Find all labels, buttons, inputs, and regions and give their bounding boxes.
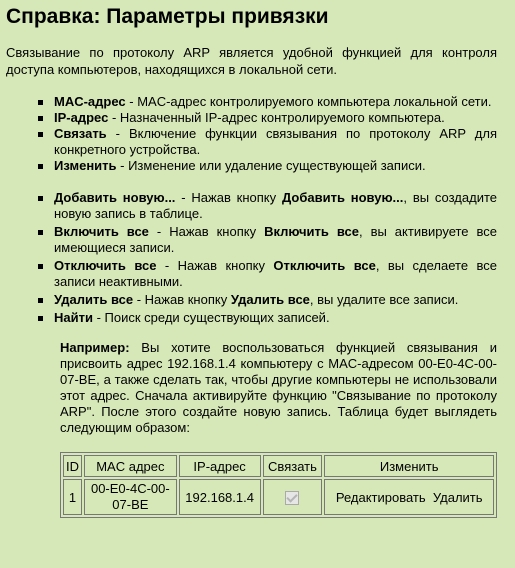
button-definitions bbox=[6, 190, 497, 326]
list-item-mac: MAC-адрес - MAC-адрес контролируемого компьютера локальной сети. bbox=[32, 94, 497, 110]
term-ip: IP-адрес bbox=[54, 110, 109, 125]
column-header-bind: Связать bbox=[263, 455, 323, 477]
table-header-row bbox=[63, 455, 494, 477]
intro-paragraph: Связывание по протоколу ARP является удобной функцией для контроля доступа компьютеров, находящихся в локальной сети. bbox=[6, 45, 497, 77]
list-item-bind: Связать - Включение функции связывания по протоколу ARP для конкретного устройства. bbox=[32, 126, 497, 158]
example-label: Например: bbox=[60, 340, 130, 355]
column-header-ip: IP-адрес bbox=[179, 455, 261, 477]
field-definitions bbox=[6, 94, 497, 174]
example-table bbox=[60, 452, 497, 518]
term-mac: MAC-адрес bbox=[54, 94, 126, 109]
list-item-add-new: Добавить новую... - Нажав кнопку Добавить новую..., вы создадите новую запись в таблице. bbox=[32, 190, 497, 222]
term-modify: Изменить bbox=[54, 158, 117, 173]
list-item-find: Найти - Поиск среди существующих записей. bbox=[32, 310, 497, 326]
list-item-disable-all: Отключить все - Нажав кнопку Отключить все, вы сделаете все записи неактивными. bbox=[32, 258, 497, 290]
page-title: Справка: Параметры привязки bbox=[6, 5, 329, 28]
list-item-modify: Изменить - Изменение или удаление существующей записи. bbox=[32, 158, 497, 174]
cell-mac: 00-E0-4C-00-07-BE bbox=[84, 479, 177, 515]
column-header-modify: Изменить bbox=[324, 455, 494, 477]
list-item-delete-all: Удалить все - Нажав кнопку Удалить все, вы удалите все записи. bbox=[32, 292, 497, 308]
table-row bbox=[63, 479, 494, 515]
term-bind: Связать bbox=[54, 126, 107, 141]
cell-bind bbox=[263, 479, 323, 515]
cell-ip: 192.168.1.4 bbox=[179, 479, 261, 515]
example-paragraph: Например: Вы хотите воспользоваться функцией связывания и присвоить адрес 192.168.1.4 компьютеру с MAC-адресом 00-E0-4C-00-07-BE, а также сделать так, чтобы другие компьютеры не использовали этот адрес. Сначала активируйте функцию "Связывание по протоколу ARP". После этого создайте новую запись. Таблица будет выглядеть следующим образом: bbox=[60, 340, 497, 435]
cell-actions bbox=[324, 479, 494, 515]
column-header-id: ID bbox=[63, 455, 82, 477]
list-item-ip: IP-адрес - Назначенный IP-адрес контролируемого компьютера. bbox=[32, 110, 497, 126]
list-item-enable-all: Включить все - Нажав кнопку Включить все, вы активируете все имеющиеся записи. bbox=[32, 224, 497, 256]
column-header-mac: MAC адрес bbox=[84, 455, 177, 477]
delete-link[interactable]: Удалить bbox=[432, 489, 483, 505]
edit-link[interactable]: Редактировать bbox=[335, 489, 426, 505]
bind-checkbox bbox=[285, 491, 299, 505]
cell-id: 1 bbox=[63, 479, 82, 515]
